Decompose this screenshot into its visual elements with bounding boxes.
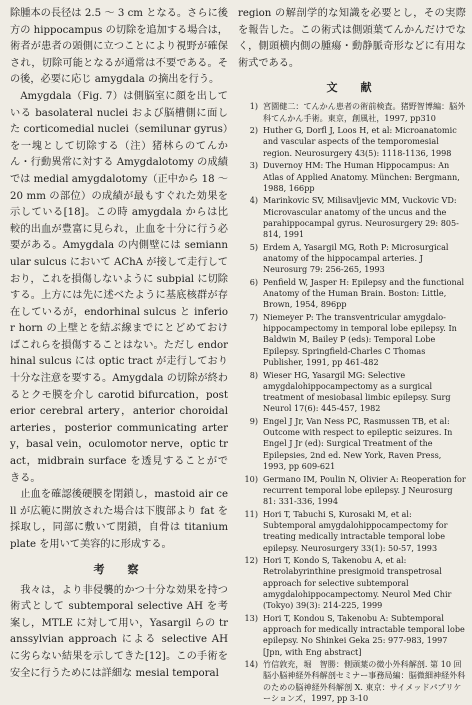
reference-item	[238, 509, 466, 554]
reference-item	[238, 312, 466, 368]
reference-text: Germano IM, Poulin N, Olivier A: Reoperation for recurrent temporal lobe epilepsy. J Neurosurg 81: 331-336, 1994	[263, 473, 466, 507]
reference-text: Erdem A, Yasargil MG, Roth P: Microsurgical anatomy of the hippocampal arteries. J Neurosurg 79: 256-265, 1993	[263, 241, 449, 275]
reference-item	[238, 125, 466, 159]
reference-number: 7)	[249, 311, 258, 322]
reference-text: Hori T, Kondou S, Takenobu A: Subtemporal approach for medically intractable temporal lobe epilepsy. No Shinkei Geka 25: 977-983, 1997 [Jpn, with Eng abstract]	[263, 612, 465, 657]
reference-item	[238, 555, 466, 611]
reference-text: 宮園健二：てんかん患者の術前検査。猪野智博編：脳外科てんかん手術。東京，創風社，1997, pp310	[263, 101, 466, 123]
reference-item	[238, 277, 466, 311]
reference-number: 9)	[249, 415, 258, 426]
reference-text: Wieser HG, Yasargil MG: Selective amygdalohippocampectomy as a surgical treatment of mesiobasal limbic epilepsy. Surg Neurol 17(6): 445-457, 1982	[263, 369, 451, 414]
discussion-heading: 考 察	[93, 562, 145, 576]
reference-number: 11)	[244, 508, 258, 519]
reference-number: 1)	[249, 101, 258, 112]
reference-number: 14)	[244, 659, 258, 670]
references-heading: 文 献	[326, 81, 378, 95]
reference-text: Marinkovic SV, Milisavljevic MM, Vuckovic VD: Microvascular anatomy of the uncus and the parahippocampal gyrus. Neurosurgery 29: 805-814, 1991	[263, 195, 459, 240]
reference-number: 2)	[249, 125, 258, 136]
reference-number: 5)	[249, 241, 258, 252]
reference-text: Duvernoy HM: The Human Hippocampus: An Atlas of Applied Anatomy. München: Bergmann, 1988, 166pp	[263, 160, 460, 193]
reference-text: 竹信敦充，堀 智勝：側頭葉の微小外科解剖. 第 10 回脳小脳神経外科解剖セミナー事務局編：脳微細神経外科のための脳神経外科解剖 X. 東京：サイメッドパブリケーションズ，1997, pp 3-10	[263, 659, 466, 703]
body-paragraph-1: 除腫本の長径は 2.5 ～ 3 cm となる。さらに後方の hippocampus の切除を追加する場合は，術者が患者の頭側に立つことにより視野が確保され，切除可能となるが通常は不要である。その後，必要に応じ amygdala の摘出を行う。	[10, 8, 228, 86]
reference-number: 4)	[249, 195, 258, 206]
right-column	[238, 6, 466, 705]
reference-item	[238, 474, 466, 508]
reference-text: Niemeyer P: The transventricular amygdalo-hippocampectomy in temporal lobe epilepsy. In Baldwin M, Bailey P (eds): Temporal Lobe Epilepsy. Springfield-Charles C Thomas Publisher, 1991, pp 461-482	[263, 311, 457, 368]
reference-list	[238, 101, 466, 704]
reference-number: 10)	[244, 473, 258, 484]
reference-text: Penfield W, Jasper H: Epilepsy and the functional Anatomy of the Human Brain. Boston: Little, Brown, 1954, 896pp	[263, 276, 465, 310]
left-column	[10, 6, 228, 682]
reference-item	[238, 659, 466, 704]
reference-item	[238, 416, 466, 472]
discussion-paragraph: 我々は，より非侵襲的かつ十分な効果を持つ術式として subtemporal selective AH を考案し，MTLE に対して用い，Yasargil らの transsylvian approach による selective AH に劣らない結果を示してきた[12]。この手術を安全に行うためには詳細な mesial temporal	[10, 584, 228, 679]
discussion-continuation: region の解剖学的な知識を必要とし，その実際を報告した。この術式は側頭葉てんかんだけでなく，側頭横内側の腫瘍・動静脈奇形などに有用な術式である。	[238, 8, 466, 69]
reference-item	[238, 370, 466, 415]
reference-item	[238, 101, 466, 124]
reference-text: Engel J Jr, Van Ness PC, Rasmussen TB, et al: Outcome with respect to epileptic seizures. In Engel J Jr (ed): Surgical Treatment of the Epilepsies, 2nd ed. New York, Raven Press, 1993, pp 609-621	[263, 415, 453, 472]
reference-number: 6)	[249, 276, 258, 287]
reference-item	[238, 160, 466, 194]
reference-text: Hori T, Tabuchi S, Kurosaki M, et al: Subtemporal amygdalohippocampectomy for treating medically intractable temporal lobe epilepsy. Neurosurgery 33(1): 50-57, 1993	[263, 508, 448, 553]
body-paragraph-amygdala: Amygdala（Fig. 7）は側脳室に顔を出している basolateral nuclei および脳槽側に面した corticomedial nuclei（semilunar gyrus）を一塊として切除する（注）猪林らのてんかん・行動異常に対する Amygdalotomy の成績では medial amygdalotomy（正中から 18 ～ 20 mm の部位）の成績が最もすぐれた効果を示している[18]。この時 amygdala からは比較的出血が豊富に見られ，止血を十分に行う必要がある。Amygdala の内側壁には semiannular sulcus において AChA が接して走行しており，これを損傷しないように subpial に切除する。上方には先に述べたように基底核群が存在しているが，endorhinal sulcus と inferior horn の上壁とを結ぶ線までにとどめておけばこれらを損傷することはない。ただし endorhinal sulcus には optic tract が走行しており十分な注意を要する。Amygdala の切除が終わるとクモ膜を介し carotid bifurcation，posterior cerebral artery，anterior choroidal arteries，posterior communicating artery，basal vein，oculomotor nerve，optic tract，midbrain surface を透見することができる。	[10, 90, 228, 484]
reference-number: 12)	[244, 555, 258, 566]
reference-number: 3)	[249, 160, 258, 171]
reference-number: 8)	[249, 369, 258, 380]
reference-text: Hori T, Kondo S, Takenobu A, et al: Retrolabyrinthine presigmoid transpetrosal approach for selective subtemporal amygdalohippocampectomy. Neurol Med Chir (Tokyo) 39(3): 214-225, 1999	[263, 555, 452, 611]
reference-text: Huther G, Dorfl J, Loos H, et al: Microanatomic and vascular aspects of the temporomesial region. Neurosurgery 43(5): 1118-1136, 1998	[263, 125, 457, 158]
body-paragraph-closure: 止血を確認後硬膜を閉鎖し，mastoid air cell が広範に開放された場合は下腹部より fat を採取し，同部に敷いて閉鎖，自骨は titanium plate を用いて美容的に形成する。	[10, 489, 228, 550]
reference-item	[238, 242, 466, 276]
reference-number: 13)	[244, 612, 258, 623]
reference-item	[238, 613, 466, 658]
reference-item	[238, 195, 466, 240]
